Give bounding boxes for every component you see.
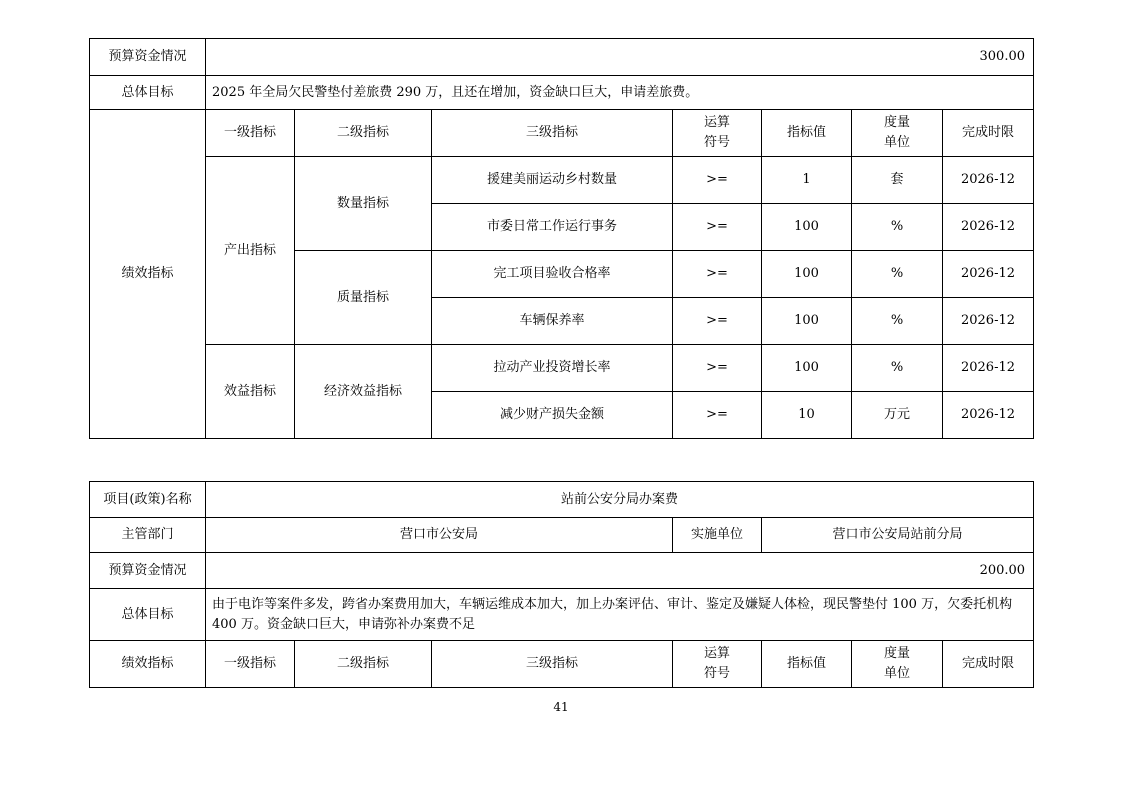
header-level3: 三级指标 bbox=[432, 641, 673, 688]
indicator-name: 拉动产业投资增长率 bbox=[432, 345, 673, 392]
budget-value: 200.00 bbox=[206, 553, 1034, 589]
indicator-value: 100 bbox=[762, 298, 852, 345]
indicator-name: 市委日常工作运行事务 bbox=[432, 204, 673, 251]
indicator-deadline: 2026-12 bbox=[943, 345, 1034, 392]
indicator-unit: % bbox=[852, 204, 943, 251]
indicator-operator: >= bbox=[673, 298, 762, 345]
indicator-deadline: 2026-12 bbox=[943, 204, 1034, 251]
indicator-value: 100 bbox=[762, 204, 852, 251]
indicator-value: 100 bbox=[762, 251, 852, 298]
dept-value: 营口市公安局 bbox=[206, 518, 673, 553]
header-value: 指标值 bbox=[762, 641, 852, 688]
indicator-name: 减少财产损失金额 bbox=[432, 392, 673, 439]
indicator-unit: % bbox=[852, 345, 943, 392]
indicator-operator: >= bbox=[673, 157, 762, 204]
indicator-unit: % bbox=[852, 251, 943, 298]
indicator-deadline: 2026-12 bbox=[943, 392, 1034, 439]
indicator-operator: >= bbox=[673, 345, 762, 392]
indicator-value: 1 bbox=[762, 157, 852, 204]
level1-output: 产出指标 bbox=[206, 157, 295, 345]
header-operator: 运算 符号 bbox=[673, 641, 762, 688]
header-unit: 度量 单位 bbox=[852, 110, 943, 157]
goal-text: 2025 年全局欠民警垫付差旅费 290 万，且还在增加，资金缺口巨大，申请差旅费。 bbox=[206, 76, 1034, 110]
project-label: 项目(政策)名称 bbox=[90, 482, 206, 518]
perf-label: 绩效指标 bbox=[90, 110, 206, 439]
project-name: 站前公安分局办案费 bbox=[206, 482, 1034, 518]
budget-label: 预算资金情况 bbox=[90, 39, 206, 76]
budget-label: 预算资金情况 bbox=[90, 553, 206, 589]
indicator-deadline: 2026-12 bbox=[943, 298, 1034, 345]
goal-label: 总体目标 bbox=[90, 589, 206, 641]
impl-value: 营口市公安局站前分局 bbox=[762, 518, 1034, 553]
level2-quantity: 数量指标 bbox=[295, 157, 432, 251]
header-deadline: 完成时限 bbox=[943, 641, 1034, 688]
indicator-value: 100 bbox=[762, 345, 852, 392]
indicator-name: 援建美丽运动乡村数量 bbox=[432, 157, 673, 204]
indicator-operator: >= bbox=[673, 204, 762, 251]
page-number: 41 bbox=[553, 700, 569, 714]
goal-label: 总体目标 bbox=[90, 76, 206, 110]
header-level2: 二级指标 bbox=[295, 641, 432, 688]
header-level2: 二级指标 bbox=[295, 110, 432, 157]
indicator-unit: % bbox=[852, 298, 943, 345]
header-level3: 三级指标 bbox=[432, 110, 673, 157]
indicator-value: 10 bbox=[762, 392, 852, 439]
header-unit: 度量 单位 bbox=[852, 641, 943, 688]
budget-value: 300.00 bbox=[206, 39, 1034, 76]
level2-economic: 经济效益指标 bbox=[295, 345, 432, 439]
header-level1: 一级指标 bbox=[206, 641, 295, 688]
indicator-unit: 万元 bbox=[852, 392, 943, 439]
indicator-operator: >= bbox=[673, 392, 762, 439]
performance-table-2 bbox=[89, 481, 1034, 688]
level1-benefit: 效益指标 bbox=[206, 345, 295, 439]
performance-table-1 bbox=[89, 38, 1034, 439]
header-operator: 运算 符号 bbox=[673, 110, 762, 157]
indicator-name: 完工项目验收合格率 bbox=[432, 251, 673, 298]
goal-text: 由于电诈等案件多发，跨省办案费用加大，车辆运维成本加大，加上办案评估、审计、鉴定及嫌疑人体检，现民警垫付 100 万，欠委托机构 400 万。资金缺口巨大，申请弥补办案费不足 bbox=[206, 589, 1034, 641]
indicator-name: 车辆保养率 bbox=[432, 298, 673, 345]
indicator-operator: >= bbox=[673, 251, 762, 298]
header-deadline: 完成时限 bbox=[943, 110, 1034, 157]
indicator-unit: 套 bbox=[852, 157, 943, 204]
indicator-deadline: 2026-12 bbox=[943, 251, 1034, 298]
perf-label: 绩效指标 bbox=[90, 641, 206, 688]
header-level1: 一级指标 bbox=[206, 110, 295, 157]
level2-quality: 质量指标 bbox=[295, 251, 432, 345]
dept-label: 主管部门 bbox=[90, 518, 206, 553]
header-value: 指标值 bbox=[762, 110, 852, 157]
impl-label: 实施单位 bbox=[673, 518, 762, 553]
indicator-deadline: 2026-12 bbox=[943, 157, 1034, 204]
